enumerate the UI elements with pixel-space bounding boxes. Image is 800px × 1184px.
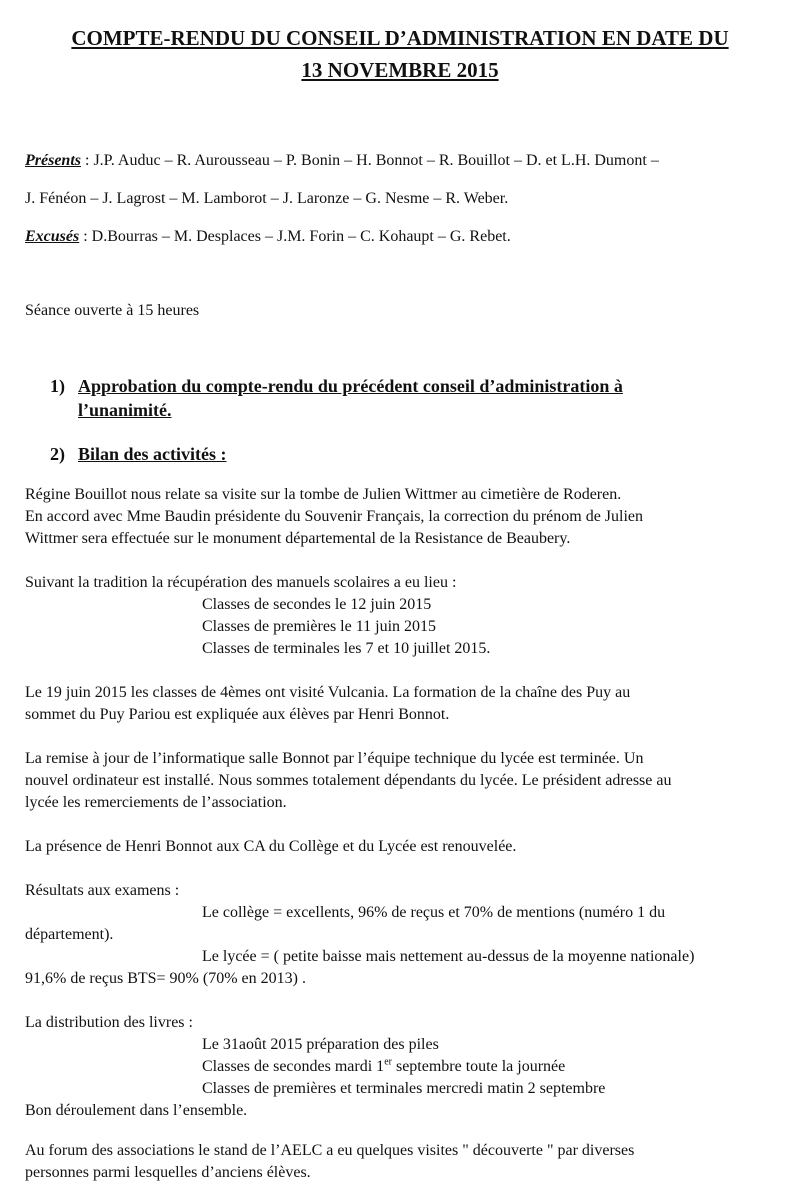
vulcania-line-2: sommet du Puy Pariou est expliquée aux élèves par Henri Bonnot. [25,706,450,723]
presents-list-1: : J.P. Auduc – R. Aurousseau – P. Bonin – H. Bonnot – R. Bouillot – D. et L.H. Dumont – [81,152,659,169]
resultats-intro: Résultats aux examens : [25,882,180,899]
title-line-1: COMPTE-RENDU DU CONSEIL D’ADMINISTRATION EN DATE DU [71,26,729,50]
presents-line-2: J. Fénéon – J. Lagrost – M. Lamborot – J. Laronze – G. Nesme – R. Weber. [25,190,509,207]
opening-line: Séance ouverte à 15 heures [25,302,200,319]
wittmer-line-3: Wittmer sera effectuée sur le monument départemental de la Resistance de Beaubery. [25,530,571,547]
section-2-heading [50,442,227,466]
informatique-line-1: La remise à jour de l’informatique salle Bonnot par l’équipe technique du lycée est terminée. Un [25,750,644,767]
wittmer-line-2: En accord avec Mme Baudin présidente du Souvenir Français, la correction du prénom de Julien [25,508,644,525]
presence-line: La présence de Henri Bonnot aux CA du Collège et du Lycée est renouvelée. [25,838,517,855]
forum-line-2: personnes parmi lesquelles d’anciens élèves. [25,1164,311,1181]
presents-line-1 [25,150,659,172]
distribution-item-secondes-a: Classes de secondes mardi 1 [202,1058,385,1075]
distribution-item-secondes-b: septembre toute la journée [391,1058,566,1075]
informatique-line-2: nouvel ordinateur est installé. Nous sommes totalement dépendants du lycée. Le président adresse au [25,772,672,789]
forum-line-1: Au forum des associations le stand de l’AELC a eu quelques visites " découverte " par diverses [25,1142,635,1159]
section-2-number: 2) [50,444,65,464]
section-1-heading [50,374,623,422]
distribution-item-secondes-sup: er [384,1056,392,1068]
excuses-label: Excusés [25,228,80,245]
resultats-lycee-line-1: Le lycée = ( petite baisse mais nettement au-dessus de la moyenne nationale) [202,948,695,965]
presents-label: Présents [25,152,81,169]
section-1-line-1: Approbation du compte-rendu du précédent conseil d’administration à [78,376,623,396]
manuels-item-terminales: Classes de terminales les 7 et 10 juillet 2015. [202,640,491,657]
resultats-college-line-1: Le collège = excellents, 96% de reçus et 70% de mentions (numéro 1 du [202,904,666,921]
document-title [20,22,780,86]
section-1-number: 1) [50,376,65,396]
resultats-lycee-line-2: 91,6% de reçus BTS= 90% (70% en 2013) . [25,970,306,987]
distribution-outro: Bon déroulement dans l’ensemble. [25,1102,248,1119]
manuels-item-premieres: Classes de premières le 11 juin 2015 [202,618,437,635]
informatique-line-3: lycée les remerciements de l’association. [25,794,287,811]
distribution-item-piles: Le 31août 2015 préparation des piles [202,1036,439,1053]
title-line-2: 13 NOVEMBRE 2015 [301,58,499,82]
vulcania-line-1: Le 19 juin 2015 les classes de 4èmes ont visité Vulcania. La formation de la chaîne des Puy au [25,684,631,701]
wittmer-line-1: Régine Bouillot nous relate sa visite sur la tombe de Julien Wittmer au cimetière de Roderen. [25,486,622,503]
resultats-college-line-2: département). [25,926,114,943]
manuels-item-secondes: Classes de secondes le 12 juin 2015 [202,596,432,613]
section-1-line-2: l’unanimité. [78,400,172,420]
manuels-intro: Suivant la tradition la récupération des manuels scolaires a eu lieu : [25,574,457,591]
distribution-item-premieres: Classes de premières et terminales mercredi matin 2 septembre [202,1080,606,1097]
section-2-title: Bilan des activités : [78,444,227,464]
excuses-list: : D.Bourras – M. Desplaces – J.M. Forin – C. Kohaupt – G. Rebet. [79,228,511,245]
distribution-item-secondes [202,1056,565,1078]
distribution-intro: La distribution des livres : [25,1014,193,1031]
excuses-line [25,226,511,248]
